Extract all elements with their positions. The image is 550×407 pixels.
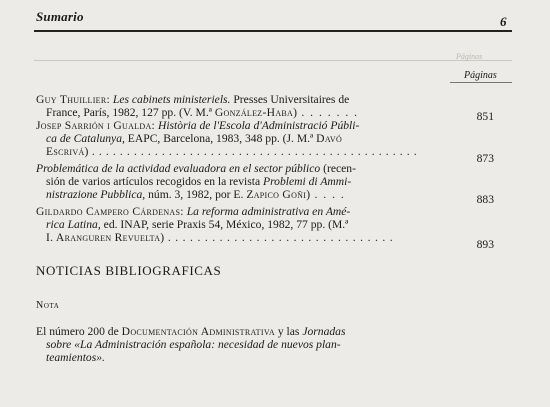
entry-1-author: Guy Thuillier: — [36, 93, 110, 106]
entry-1-details: France, París, 1982, 127 pp. (V. M.ª — [46, 106, 215, 119]
entry-3-details-c: núm. 3, 1982, por E. — [148, 188, 247, 201]
entry-2-line-2 — [46, 132, 342, 145]
entry-3-title: Problemática de la actividad evaluadora en el sector público — [36, 162, 321, 175]
entry-3-line-3 — [46, 188, 345, 201]
entry-3-journal-cont: nistrazione Pubblica, — [46, 188, 146, 201]
entry-2-title: Història de l'Escola d'Administració Públi- — [157, 119, 360, 132]
page-number: 6 — [500, 14, 507, 29]
nota-line-3 — [46, 351, 105, 364]
entry-3-details-a: (recen- — [323, 162, 356, 175]
entry-4-line-1 — [36, 205, 350, 218]
entry-3-line-2 — [46, 175, 351, 188]
entry-2-line-3 — [46, 145, 417, 158]
entry-4-line-2 — [46, 218, 348, 231]
show-through-label: Páginas — [456, 52, 483, 61]
running-header-title: Sumario — [36, 9, 84, 24]
entry-2-line-1 — [36, 119, 359, 132]
entry-2-reviewer-a: Davó — [316, 132, 343, 145]
header-rule — [34, 30, 512, 32]
entry-2-title-cont: ca de Catalunya, — [46, 132, 125, 145]
nota-event-title-cont: teamientos». — [46, 351, 105, 364]
nota-event-title: sobre «La Administración española: necesidad de nuevos plan- — [46, 338, 341, 351]
pages-column-label: Páginas — [464, 70, 497, 81]
entry-4-title: La reforma administrativa en Amé- — [186, 205, 351, 218]
entry-2-author: Josep Sarrión i Gualda: — [36, 119, 156, 132]
entry-1-line-1 — [36, 93, 349, 106]
entry-1-title: Les cabinets ministeriels. — [112, 93, 231, 106]
entry-3-line-1 — [36, 162, 356, 175]
entry-3-leader-dots: . . . . — [310, 188, 346, 201]
section-heading: NOTICIAS BIBLIOGRAFICAS — [36, 263, 222, 278]
nota-text-b: y las — [274, 325, 303, 338]
entry-4-details: ed. INAP, serie Praxis 54, México, 1982, 77 pp. (M.ª — [103, 218, 349, 231]
entry-1-publisher: Presses Universitaires de — [233, 93, 350, 106]
pages-column-rule — [450, 82, 512, 83]
entry-4-leader-dots: . . . . . . . . . . . . . . . . . . . . . . . . . . . . . . . — [164, 231, 394, 244]
nota-text-a: El número 200 de — [36, 325, 122, 338]
entry-1-reviewer: González-Haba — [214, 106, 294, 119]
entry-3-reviewer: Zapico Goñi — [246, 188, 307, 201]
entry-1-close-paren: ) — [293, 106, 297, 119]
entry-3-details-b: sión de varios artículos recogidos en la revista — [46, 175, 263, 188]
show-through-rule — [34, 60, 512, 61]
entry-1-page: 851 — [476, 110, 494, 123]
nota-jornadas: Jornadas — [302, 325, 346, 338]
entry-4-reviewer: I. Aranguren Revuelta — [46, 231, 161, 244]
entry-2-leader-dots: . . . . . . . . . . . . . . . . . . . . . . . . . . . . . . . . . . . . . . . . . . . . . . . — [88, 145, 418, 158]
nota-heading: Nota — [36, 300, 60, 311]
entry-1-line-2 — [46, 106, 359, 119]
nota-line-1 — [36, 325, 345, 338]
entry-2-reviewer-b: Escrivá — [46, 145, 85, 158]
nota-journal-name: Documentación Administrativa — [121, 325, 275, 338]
entry-3-close-paren: ) — [306, 188, 311, 201]
nota-line-2 — [46, 338, 341, 351]
entry-4-title-cont: rica Latina, — [46, 218, 101, 231]
entry-2-details: EAPC, Barcelona, 1983, 348 pp. (J. M.ª — [127, 132, 317, 145]
entry-3-journal: Problemi di Ammi- — [263, 175, 352, 188]
entry-2-page: 873 — [476, 152, 494, 165]
entry-4-page: 893 — [476, 238, 494, 251]
entry-4-line-3 — [46, 231, 393, 244]
entry-4-author: Gildardo Campero Cárdenas: — [36, 205, 184, 218]
entry-1-leader-dots: . . . . . . . — [296, 106, 359, 119]
entry-3-page: 883 — [476, 193, 494, 206]
entry-4-close-paren: ) — [160, 231, 165, 244]
entry-2-close-paren: ) — [84, 145, 89, 158]
